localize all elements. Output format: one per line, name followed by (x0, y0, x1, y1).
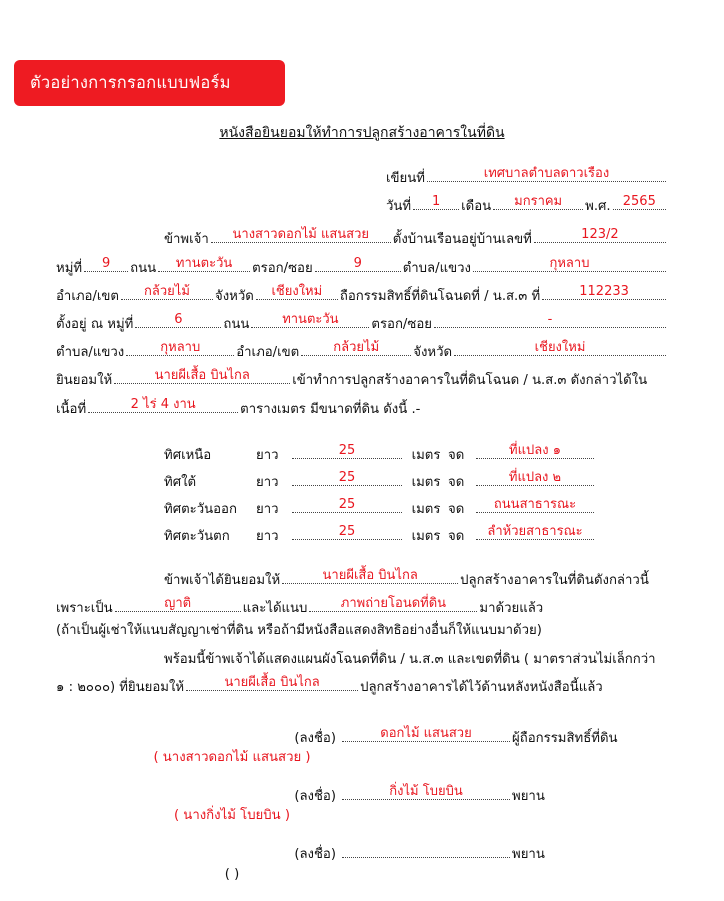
located-moo-label: ตั้งอยู่ ณ หมู่ที่ (56, 317, 134, 333)
signature-name-row (56, 751, 668, 764)
direction-adjacent-field (476, 524, 594, 540)
province-field (256, 284, 338, 300)
applicant-label: ข้าพเจ้า (164, 232, 209, 248)
area-row (56, 397, 668, 416)
located-province-label: จังหวัด (413, 345, 453, 361)
map-consent-tail: ปลูกสร้างอาคารได้ไว้ด้านหลังหนังสือนี้แล้ว (360, 680, 603, 696)
signature-role: ผู้ถือกรรมสิทธิ์ที่ดิน (512, 730, 618, 746)
direction-adjacent-value: ที่แปลง ๒ (508, 470, 562, 486)
amphoe-field (121, 284, 213, 300)
direction-row (56, 524, 668, 543)
direction-name: ทิศใต้ (164, 475, 197, 491)
written-at-field (427, 166, 666, 182)
province-label: จังหวัด (214, 288, 254, 304)
tambon-label: ตำบล/แขวง (402, 260, 471, 276)
direction-adjacent-value: ลำห้วยสาธารณะ (487, 524, 583, 540)
located-tambon-label: ตำบล/แขวง (56, 345, 125, 361)
direction-length-value: 25 (338, 497, 356, 513)
signature-role: พยาน (512, 789, 545, 805)
map-consent-name-value: นายผีเสื้อ บินไกล (224, 675, 320, 691)
direction-length-label: ยาว (256, 475, 279, 491)
road-value: ทานตะวัน (175, 255, 233, 271)
direction-jod-label: จด (448, 502, 465, 518)
map-note-row-1 (56, 653, 668, 666)
consent-row (56, 368, 668, 387)
located-province-value: เชียงใหม่ (534, 340, 586, 356)
address-row-1 (56, 256, 668, 275)
direction-length-field (292, 524, 402, 540)
consent-label: ยินยอมให้ (56, 373, 113, 389)
land-location-row-2 (56, 340, 668, 359)
road-field (158, 256, 250, 272)
road-label: ถนน (130, 260, 157, 276)
direction-length-value: 25 (338, 442, 356, 458)
direction-row (56, 497, 668, 516)
deed-value: 112233 (579, 283, 629, 299)
located-tambon-field (126, 340, 234, 356)
direction-jod-label: จด (448, 447, 465, 463)
moo-label: หมู่ที่ (56, 260, 83, 276)
consent-tail: เข้าทำการปลูกสร้างอาคารในที่ดินโฉนด / น.ส.๓ ดังกล่าวได้ใน (292, 373, 648, 389)
applicant-name-value: นางสาวดอกไม้ แสนสวย (232, 227, 369, 243)
date-row (56, 194, 668, 213)
located-road-field (251, 312, 369, 328)
year-label: พ.ศ. (585, 199, 611, 215)
trok-field (315, 256, 401, 272)
example-badge (14, 60, 285, 106)
deed-field (542, 284, 666, 300)
located-road-label: ถนน (223, 317, 250, 333)
direction-adjacent-value: ถนนสาธารณะ (493, 497, 577, 513)
permission-tail: ปลูกสร้างอาคารในที่ดินดังกล่าวนี้ (460, 572, 649, 588)
signature-field (342, 784, 510, 800)
month-label: เดือน (461, 199, 492, 215)
signature-row (56, 726, 668, 745)
signature-label: (ลงชื่อ) (294, 730, 336, 746)
year-value: 2565 (622, 194, 656, 210)
deed-label: ถือกรรมสิทธิ์ที่ดินโฉนดที่ / น.ส.๓ ที่ (339, 288, 541, 304)
map-scale-label: ๑ : ๒๐๐๐) (56, 680, 116, 696)
reason-field (115, 596, 241, 612)
signature-row (56, 842, 668, 861)
located-amphoe-label: อำเภอ/เขต (236, 345, 300, 361)
direction-adjacent-field (476, 497, 594, 513)
date-day-field (413, 194, 459, 210)
direction-name: ทิศเหนือ (164, 447, 212, 463)
signature-label: (ลงชื่อ) (294, 789, 336, 805)
direction-length-label: ยาว (256, 447, 279, 463)
attachment-field (309, 596, 477, 612)
signature-name-row (56, 868, 668, 881)
signature-value: กิ่งไม้ โบยบิน (389, 784, 463, 800)
house-number-value: 123/2 (581, 227, 619, 243)
applicant-row (56, 227, 668, 246)
signature-row (56, 784, 668, 803)
direction-length-label: ยาว (256, 502, 279, 518)
example-badge-label: ตัวอย่างการกรอกแบบฟอร์ม (30, 72, 231, 92)
permission-name-value: นายผีเสื้อ บินไกล (322, 567, 418, 583)
year-field (613, 194, 666, 210)
area-tail: ตารางเมตร มีขนาดที่ดิน ดังนี้ .- (240, 401, 421, 417)
signature-field (342, 726, 510, 742)
land-location-row-1 (56, 312, 668, 331)
direction-length-label: ยาว (256, 529, 279, 545)
amphoe-label: อำเภอ/เขต (56, 288, 119, 304)
direction-name: ทิศตะวันออก (164, 502, 237, 518)
area-field (88, 397, 238, 413)
month-field (493, 194, 583, 210)
attachment-tail: มาด้วยแล้ว (479, 600, 544, 616)
moo-value: 9 (101, 255, 111, 271)
month-value: มกราคม (514, 194, 563, 210)
applicant-name-field (211, 227, 391, 243)
tambon-value: กุหลาบ (549, 255, 590, 271)
signature-value: ดอกไม้ แสนสวย (380, 725, 472, 741)
permission-label: ข้าพเจ้าได้ยินยอมให้ (164, 572, 281, 588)
moo-field (84, 256, 128, 272)
direction-adjacent-field (476, 470, 594, 486)
written-at-row (56, 166, 668, 185)
province-value: เชียงใหม่ (271, 283, 323, 299)
direction-jod-label: จด (448, 529, 465, 545)
direction-unit-label: เมตร (411, 475, 441, 491)
located-moo-field (135, 312, 221, 328)
direction-unit-label: เมตร (411, 502, 441, 518)
map-consent-name-field (186, 675, 358, 691)
attachment-note: (ถ้าเป็นผู้เช่าให้แนบสัญญาเช่าที่ดิน หรือถ้ามีหนังสือแสดงสิทธิอย่างอื่นก็ให้แนบมาด้วย) (56, 623, 542, 639)
signature-name: ( นางสาวดอกไม้ แสนสวย ) (153, 749, 311, 765)
signature-name: ( นางกิ่งไม้ โบยบิน ) (173, 808, 291, 824)
house-number-label: ตั้งบ้านเรือนอยู่บ้านเลขที่ (392, 232, 532, 248)
direction-unit-label: เมตร (411, 447, 441, 463)
located-trok-field (434, 312, 666, 328)
direction-row (56, 470, 668, 489)
attachment-value: ภาพถ่ายโอนดที่ดิน (340, 595, 447, 611)
amphoe-value: กล้วยไม้ (144, 283, 190, 299)
trok-value: 9 (353, 255, 362, 271)
date-label: วันที่ (386, 199, 412, 215)
direction-length-value: 25 (338, 470, 356, 486)
direction-unit-label: เมตร (411, 529, 441, 545)
reason-value: ญาติ (164, 595, 192, 611)
direction-length-field (292, 497, 402, 513)
written-at-label: เขียนที่ (386, 171, 425, 186)
located-road-value: ทานตะวัน (282, 312, 339, 328)
signature-field (342, 842, 510, 858)
direction-adjacent-value: ที่แปลง ๑ (509, 442, 561, 458)
consent-name-value: นายผีเสื้อ บินไกล (154, 368, 250, 384)
located-tambon-value: กุหลาบ (160, 340, 201, 356)
direction-length-field (292, 443, 402, 459)
reason-label: เพราะเป็น (56, 600, 113, 616)
located-province-field (454, 340, 666, 356)
page-title: หนังสือยินยอมให้ทำการปลูกสร้างอาคารในที่ดิน (219, 125, 505, 141)
located-amphoe-field (301, 340, 411, 356)
area-label: เนื้อที่ (56, 401, 87, 417)
trok-label: ตรอก/ซอย (252, 260, 313, 276)
direction-name: ทิศตะวันตก (164, 529, 230, 545)
signature-name: ( ) (224, 866, 240, 882)
located-trok-label: ตรอก/ซอย (371, 317, 432, 333)
direction-jod-label: จด (448, 475, 465, 491)
located-amphoe-value: กล้วยไม้ (333, 340, 380, 356)
tambon-field (473, 256, 666, 272)
attachment-label: และได้แนบ (242, 600, 308, 616)
signature-name-row (56, 809, 668, 822)
direction-length-field (292, 470, 402, 486)
direction-row (56, 443, 668, 462)
direction-adjacent-field (476, 443, 594, 459)
signature-label: (ลงชื่อ) (294, 847, 336, 863)
map-note-text: พร้อมนี้ข้าพเจ้าได้แสดงแผนผังโฉนดที่ดิน / น.ส.๓ และเขตที่ดิน ( มาตราส่วนไม่เล็กกว่า (164, 652, 656, 668)
house-number-field (534, 227, 666, 243)
map-consent-label: ที่ยินยอมให้ (119, 680, 185, 696)
map-note-row-2 (56, 675, 668, 694)
signature-role: พยาน (512, 847, 545, 863)
direction-length-value: 25 (338, 524, 356, 540)
located-moo-value: 6 (174, 312, 183, 328)
written-at-value: เทศบาลตำบลดาวเรือง (483, 166, 610, 181)
date-day-value: 1 (431, 194, 441, 210)
area-value: 2 ไร่ 4 งาน (130, 396, 196, 412)
permission-name-field (282, 568, 458, 584)
reason-row (56, 596, 668, 615)
consent-form (56, 126, 668, 901)
permission-row (56, 568, 668, 587)
located-trok-value: - (547, 312, 553, 328)
address-row-2 (56, 284, 668, 303)
consent-name-field (114, 368, 290, 384)
